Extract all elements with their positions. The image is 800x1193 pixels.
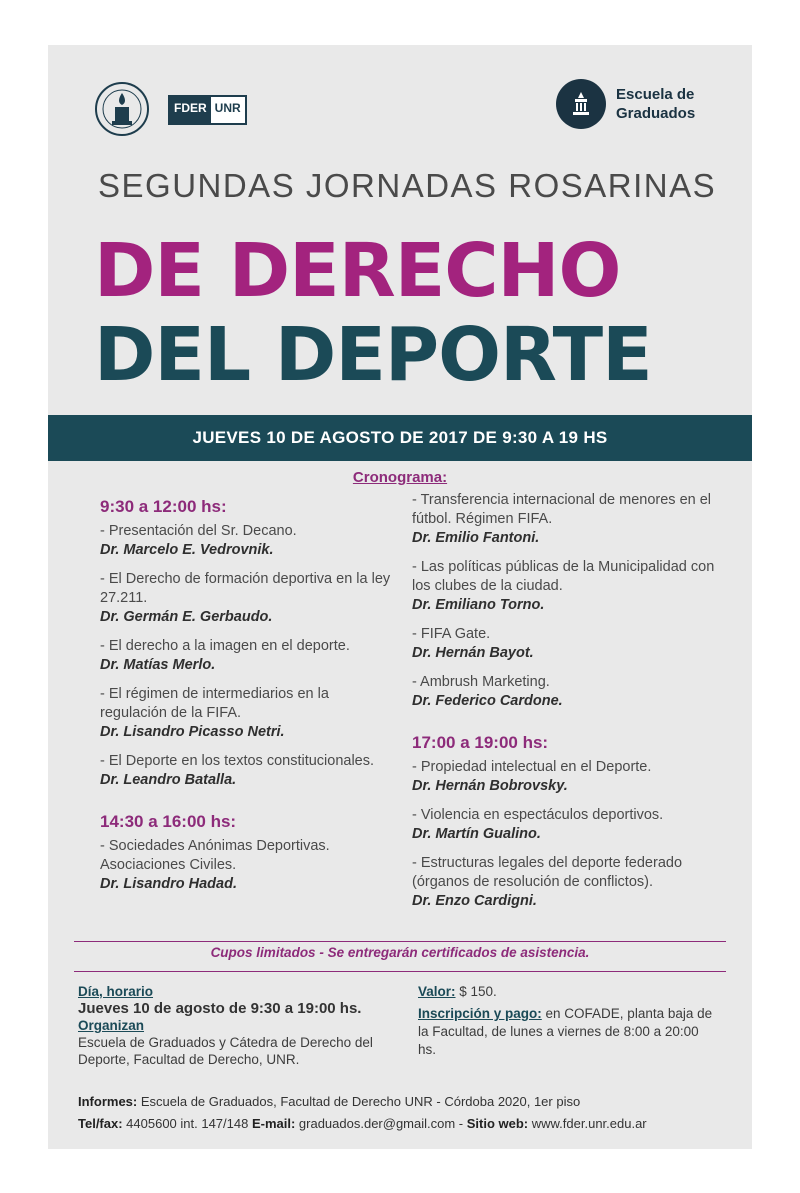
divider-top <box>74 941 726 942</box>
unr-text: UNR <box>211 97 245 123</box>
schedule-item: - Las políticas públicas de la Municipalidad con los clubes de la ciudad. Dr. Emiliano Torno. <box>412 559 715 613</box>
organizan-label: Organizan <box>78 1018 145 1033</box>
inscripcion-value: en COFADE, planta baja de la Facultad, de lunes a viernes de 8:00 a 20:00 hs. <box>418 1006 713 1057</box>
contact-line: Tel/fax: 4405600 int. 147/148 E-mail: graduados.der@gmail.com - Sitio web: www.fder.unr.edu.ar <box>78 1116 647 1131</box>
schedule-item: - FIFA Gate. Dr. Hernán Bayot. <box>412 626 534 661</box>
schedule-item: - Transferencia internacional de menores en el fútbol. Régimen FIFA. Dr. Emilio Fantoni. <box>412 492 712 546</box>
informes-line: Informes: Escuela de Graduados, Facultad de Derecho UNR - Córdoba 2020, 1er piso <box>78 1094 581 1109</box>
divider-bottom <box>74 971 726 972</box>
cronograma-heading: Cronograma: <box>352 469 448 486</box>
dia-value: Jueves 10 de agosto de 9:30 a 19:00 hs. <box>78 1000 362 1017</box>
schedule-item: - Estructuras legales del deporte federado (órganos de resolución de conflictos). Dr. Enzo Cardigni. <box>412 855 683 909</box>
title-line-deporte: DEL DEPORTE <box>94 312 652 398</box>
subtitle: SEGUNDAS JORNADAS ROSARINAS <box>98 167 717 204</box>
website-link[interactable]: www.fder.unr.edu.ar <box>528 1116 647 1131</box>
escuela-graduados-logo <box>556 79 695 129</box>
escuela-line1: Escuela de <box>616 86 695 103</box>
date-band: JUEVES 10 DE AGOSTO DE 2017 DE 9:30 A 19 HS <box>48 415 752 461</box>
inscripcion-label: Inscripción y pago: <box>418 1006 542 1021</box>
schedule-item: - El Deporte en los textos constitucionales. Dr. Leandro Batalla. <box>100 753 375 788</box>
schedule-item: - El Derecho de formación deportiva en la ley 27.211. Dr. Germán E. Gerbaudo. <box>100 571 391 625</box>
escuela-line2: Graduados <box>616 105 696 122</box>
footer <box>78 1091 738 1135</box>
cupos-notice: Cupos limitados - Se entregarán certificados de asistencia. <box>210 945 590 960</box>
schedule-right-column <box>412 491 722 921</box>
organizan-value: Escuela de Graduados y Cátedra de Derecho del Deporte, Facultad de Derecho, UNR. <box>78 1035 373 1067</box>
schedule-item: - El derecho a la imagen en el deporte. Dr. Matías Merlo. <box>100 638 350 673</box>
schedule-item: - Presentación del Sr. Decano. Dr. Marcelo E. Vedrovnik. <box>100 523 297 558</box>
schedule-item: - Ambrush Marketing. Dr. Federico Cardone. <box>412 674 563 709</box>
fder-unr-logo <box>168 95 247 125</box>
unr-seal-logo <box>94 81 150 137</box>
info-right <box>418 983 718 1059</box>
schedule-item: - Violencia en espectáculos deportivos. Dr. Martín Gualino. <box>412 807 664 842</box>
schedule-left-column <box>100 491 396 904</box>
inscripcion-line <box>418 1005 718 1059</box>
valor-line <box>418 983 718 1001</box>
poster <box>48 45 752 1149</box>
title-line-derecho: DE DERECHO <box>94 228 621 314</box>
time-block-heading: 14:30 a 16:00 hs: <box>100 812 237 831</box>
schedule-item: - El régimen de intermediarios en la regulación de la FIFA. Dr. Lisandro Picasso Netri. <box>100 686 329 740</box>
schedule-item: - Propiedad intelectual en el Deporte. Dr. Hernán Bobrovsky. <box>412 759 652 794</box>
valor-value: $ 150. <box>455 984 497 999</box>
time-block-heading: 9:30 a 12:00 hs: <box>100 497 227 516</box>
info-left <box>78 983 398 1068</box>
fder-text: FDER <box>170 97 211 123</box>
building-icon <box>556 79 606 129</box>
schedule-item: - Sociedades Anónimas Deportivas. Asociaciones Civiles. Dr. Lisandro Hadad. <box>100 838 330 892</box>
time-block-heading: 17:00 a 19:00 hs: <box>412 733 549 752</box>
dia-label: Día, horario <box>78 984 154 999</box>
email-link[interactable]: graduados.der@gmail.com - <box>295 1116 467 1131</box>
valor-label: Valor: <box>418 984 456 999</box>
